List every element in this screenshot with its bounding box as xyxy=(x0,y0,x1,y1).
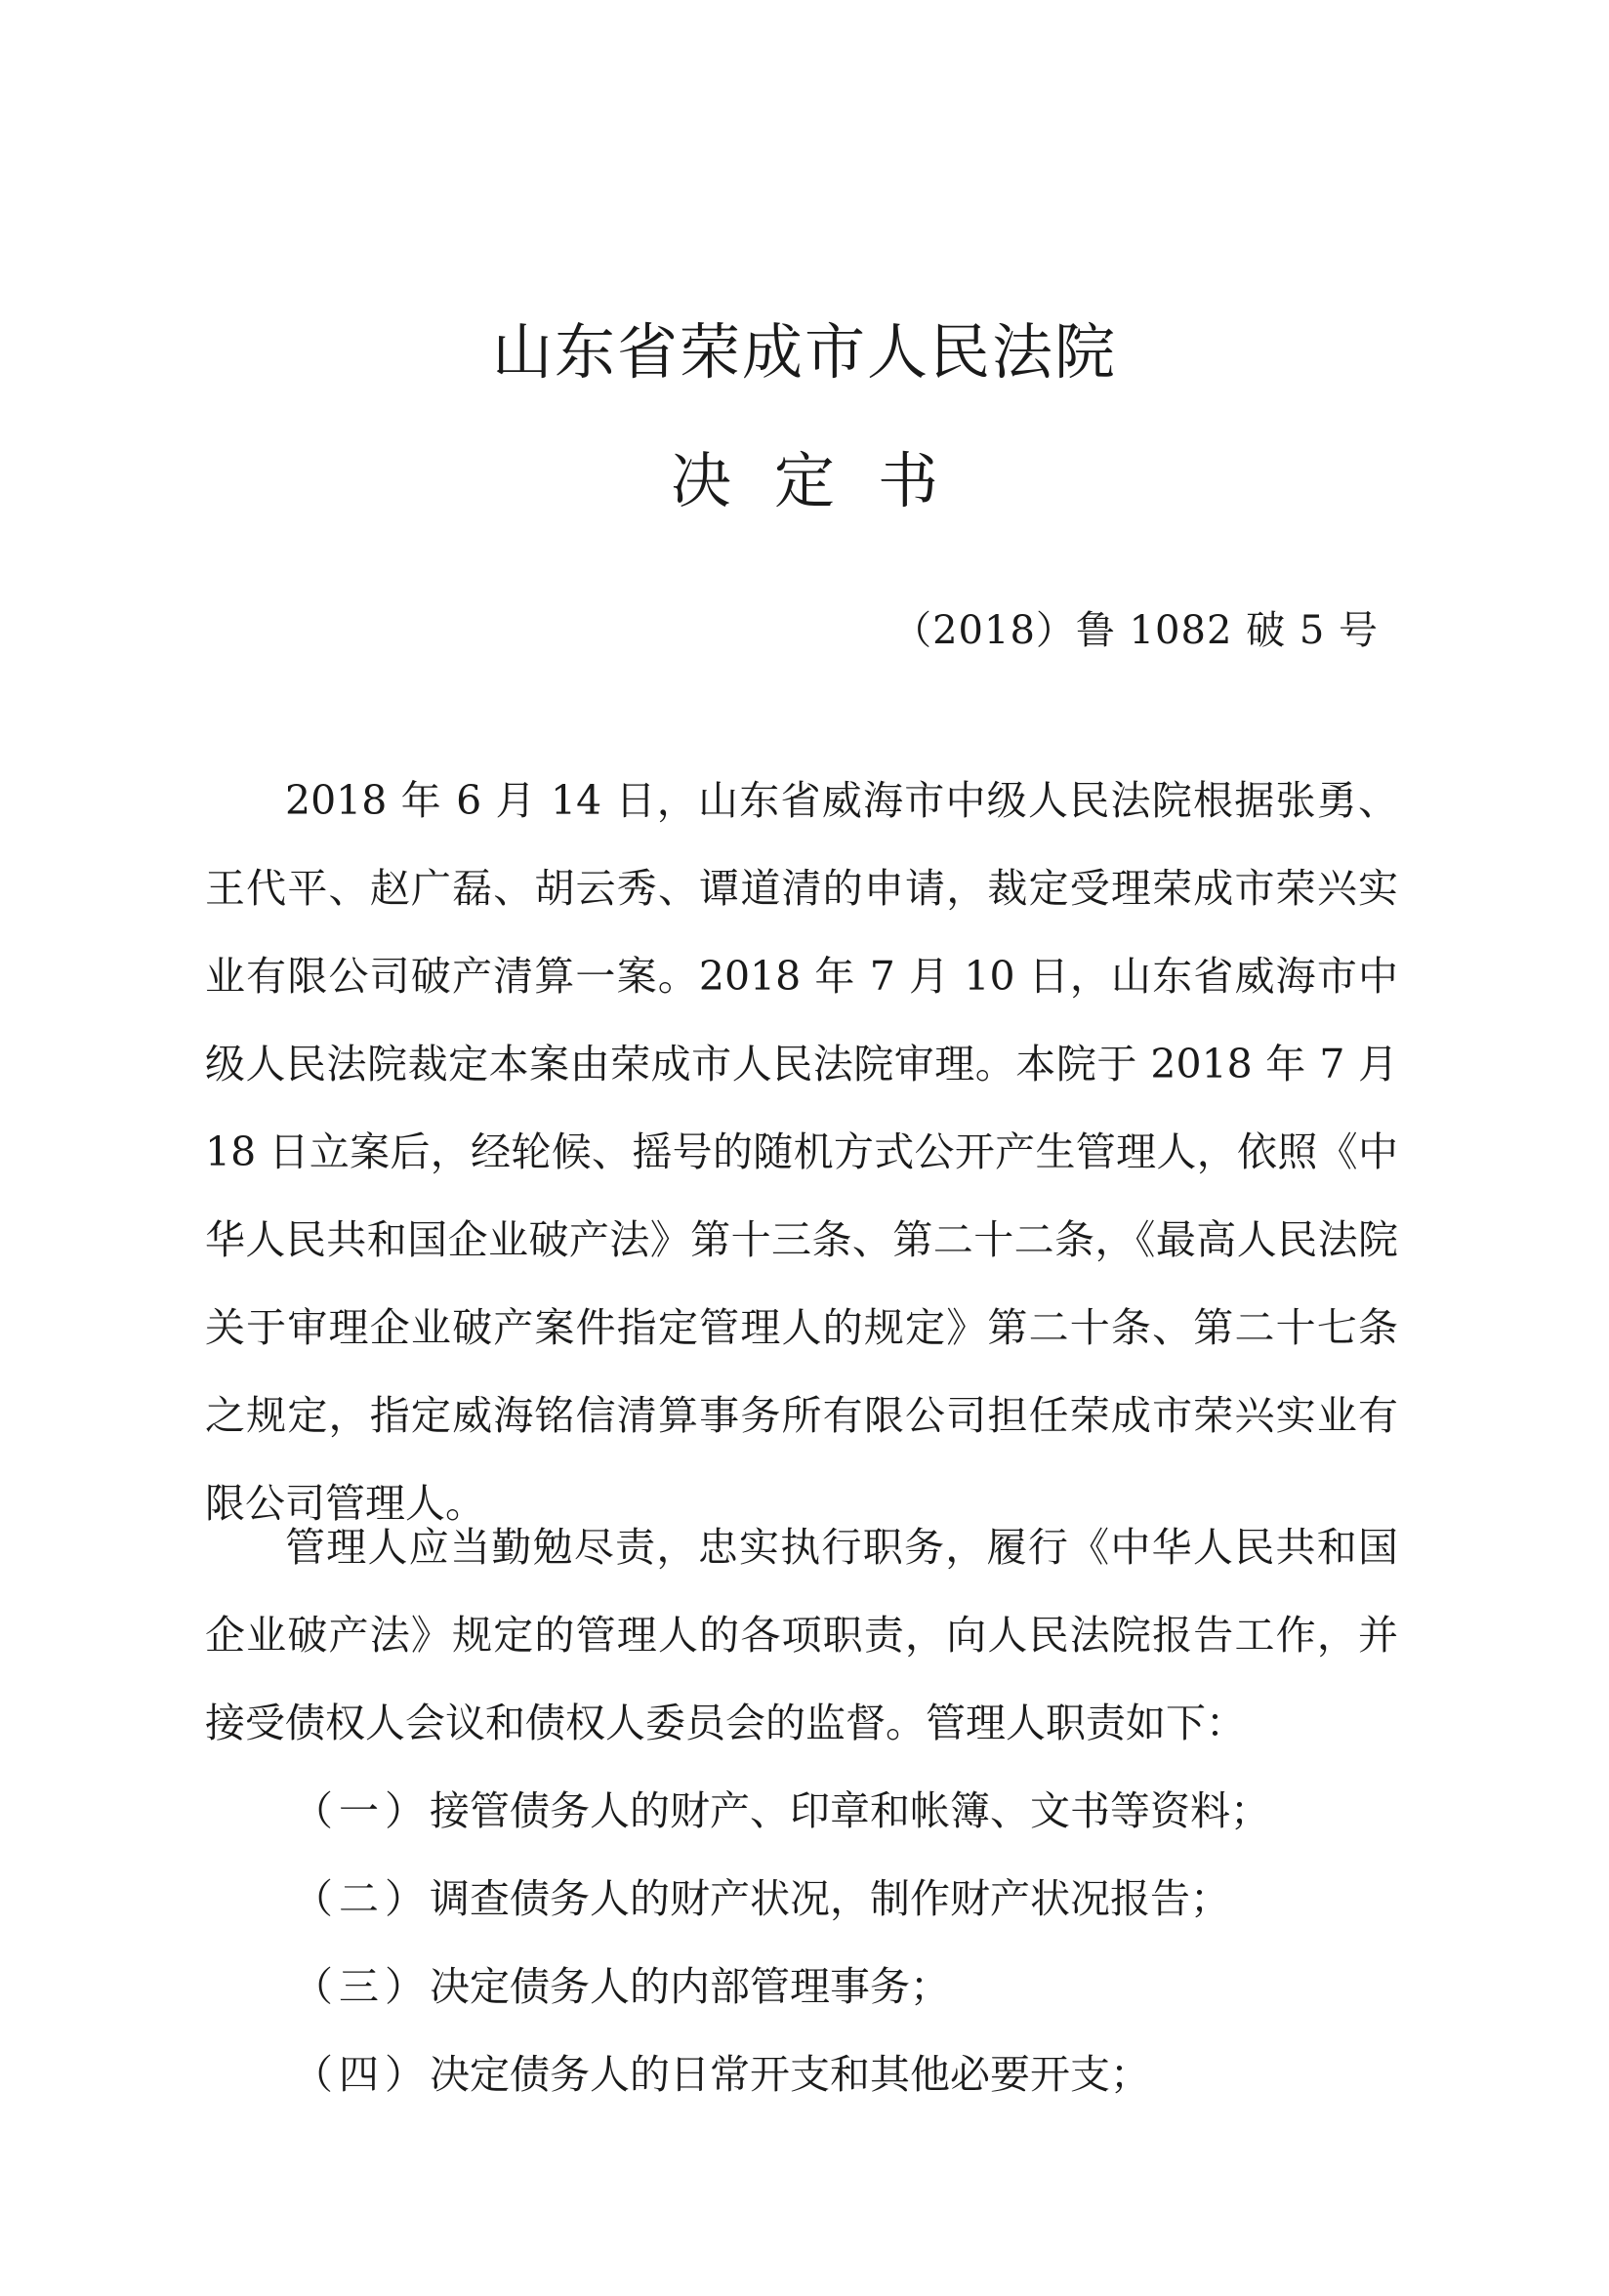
duty-number: （四） xyxy=(293,2051,431,2098)
duty-text: 决定债务人的内部管理事务； xyxy=(430,1963,950,2010)
duty-text: 调查债务人的财产状况，制作财产状况报告； xyxy=(430,1875,1230,1922)
duty-number: （一） xyxy=(293,1787,431,1834)
duty-text: 决定债务人的日常开支和其他必要开支； xyxy=(430,2051,1150,2098)
list-item xyxy=(293,1943,1398,2030)
duties-list xyxy=(293,1767,1398,2118)
case-number: （2018）鲁 1082 破 5 号 xyxy=(892,608,1379,653)
list-item xyxy=(293,1855,1398,1943)
duty-text: 接管债务人的财产、印章和帐簿、文书等资料； xyxy=(430,1787,1270,1834)
court-name-heading: 山东省荣成市人民法院 xyxy=(491,316,1117,388)
paragraph-appointment xyxy=(205,757,1398,1547)
paragraph-text: 管理人应当勤勉尽责，忠实执行职务，履行《中华人民共和国企业破产法》规定的管理人的各项职责，向人民法院报告工作，并接受债权人会议和债权人委员会的监督。管理人职责如下： xyxy=(205,1524,1398,1746)
duty-number: （三） xyxy=(293,1963,431,2010)
paragraph-text: 2018 年 6 月 14 日，山东省威海市中级人民法院根据张勇、王代平、赵广磊、胡云秀、谭道清的申请，裁定受理荣成市荣兴实业有限公司破产清算一案。2018 年 7 月 10 日，山东省威海市中级人民法院裁定本案由荣成市人民法院审理。本院于 2018 年 7 月 18 日立案后，经轮候、摇号的随机方式公开产生管理人，依照《中华人民共和国企业破产法》第十三条、第二十二条，《最高人民法院关于审理企业破产案件指定管理人的规定》第二十条、第二十七条之规定，指定威海铭信清算事务所有限公司担任荣成市荣兴实业有限公司管理人。 xyxy=(205,777,1398,1527)
duty-number: （二） xyxy=(293,1875,431,1922)
paragraph-duties-intro xyxy=(205,1503,1398,1767)
document-type-heading: 决定书 xyxy=(670,445,981,516)
list-item xyxy=(293,2030,1398,2118)
list-item xyxy=(293,1767,1398,1855)
